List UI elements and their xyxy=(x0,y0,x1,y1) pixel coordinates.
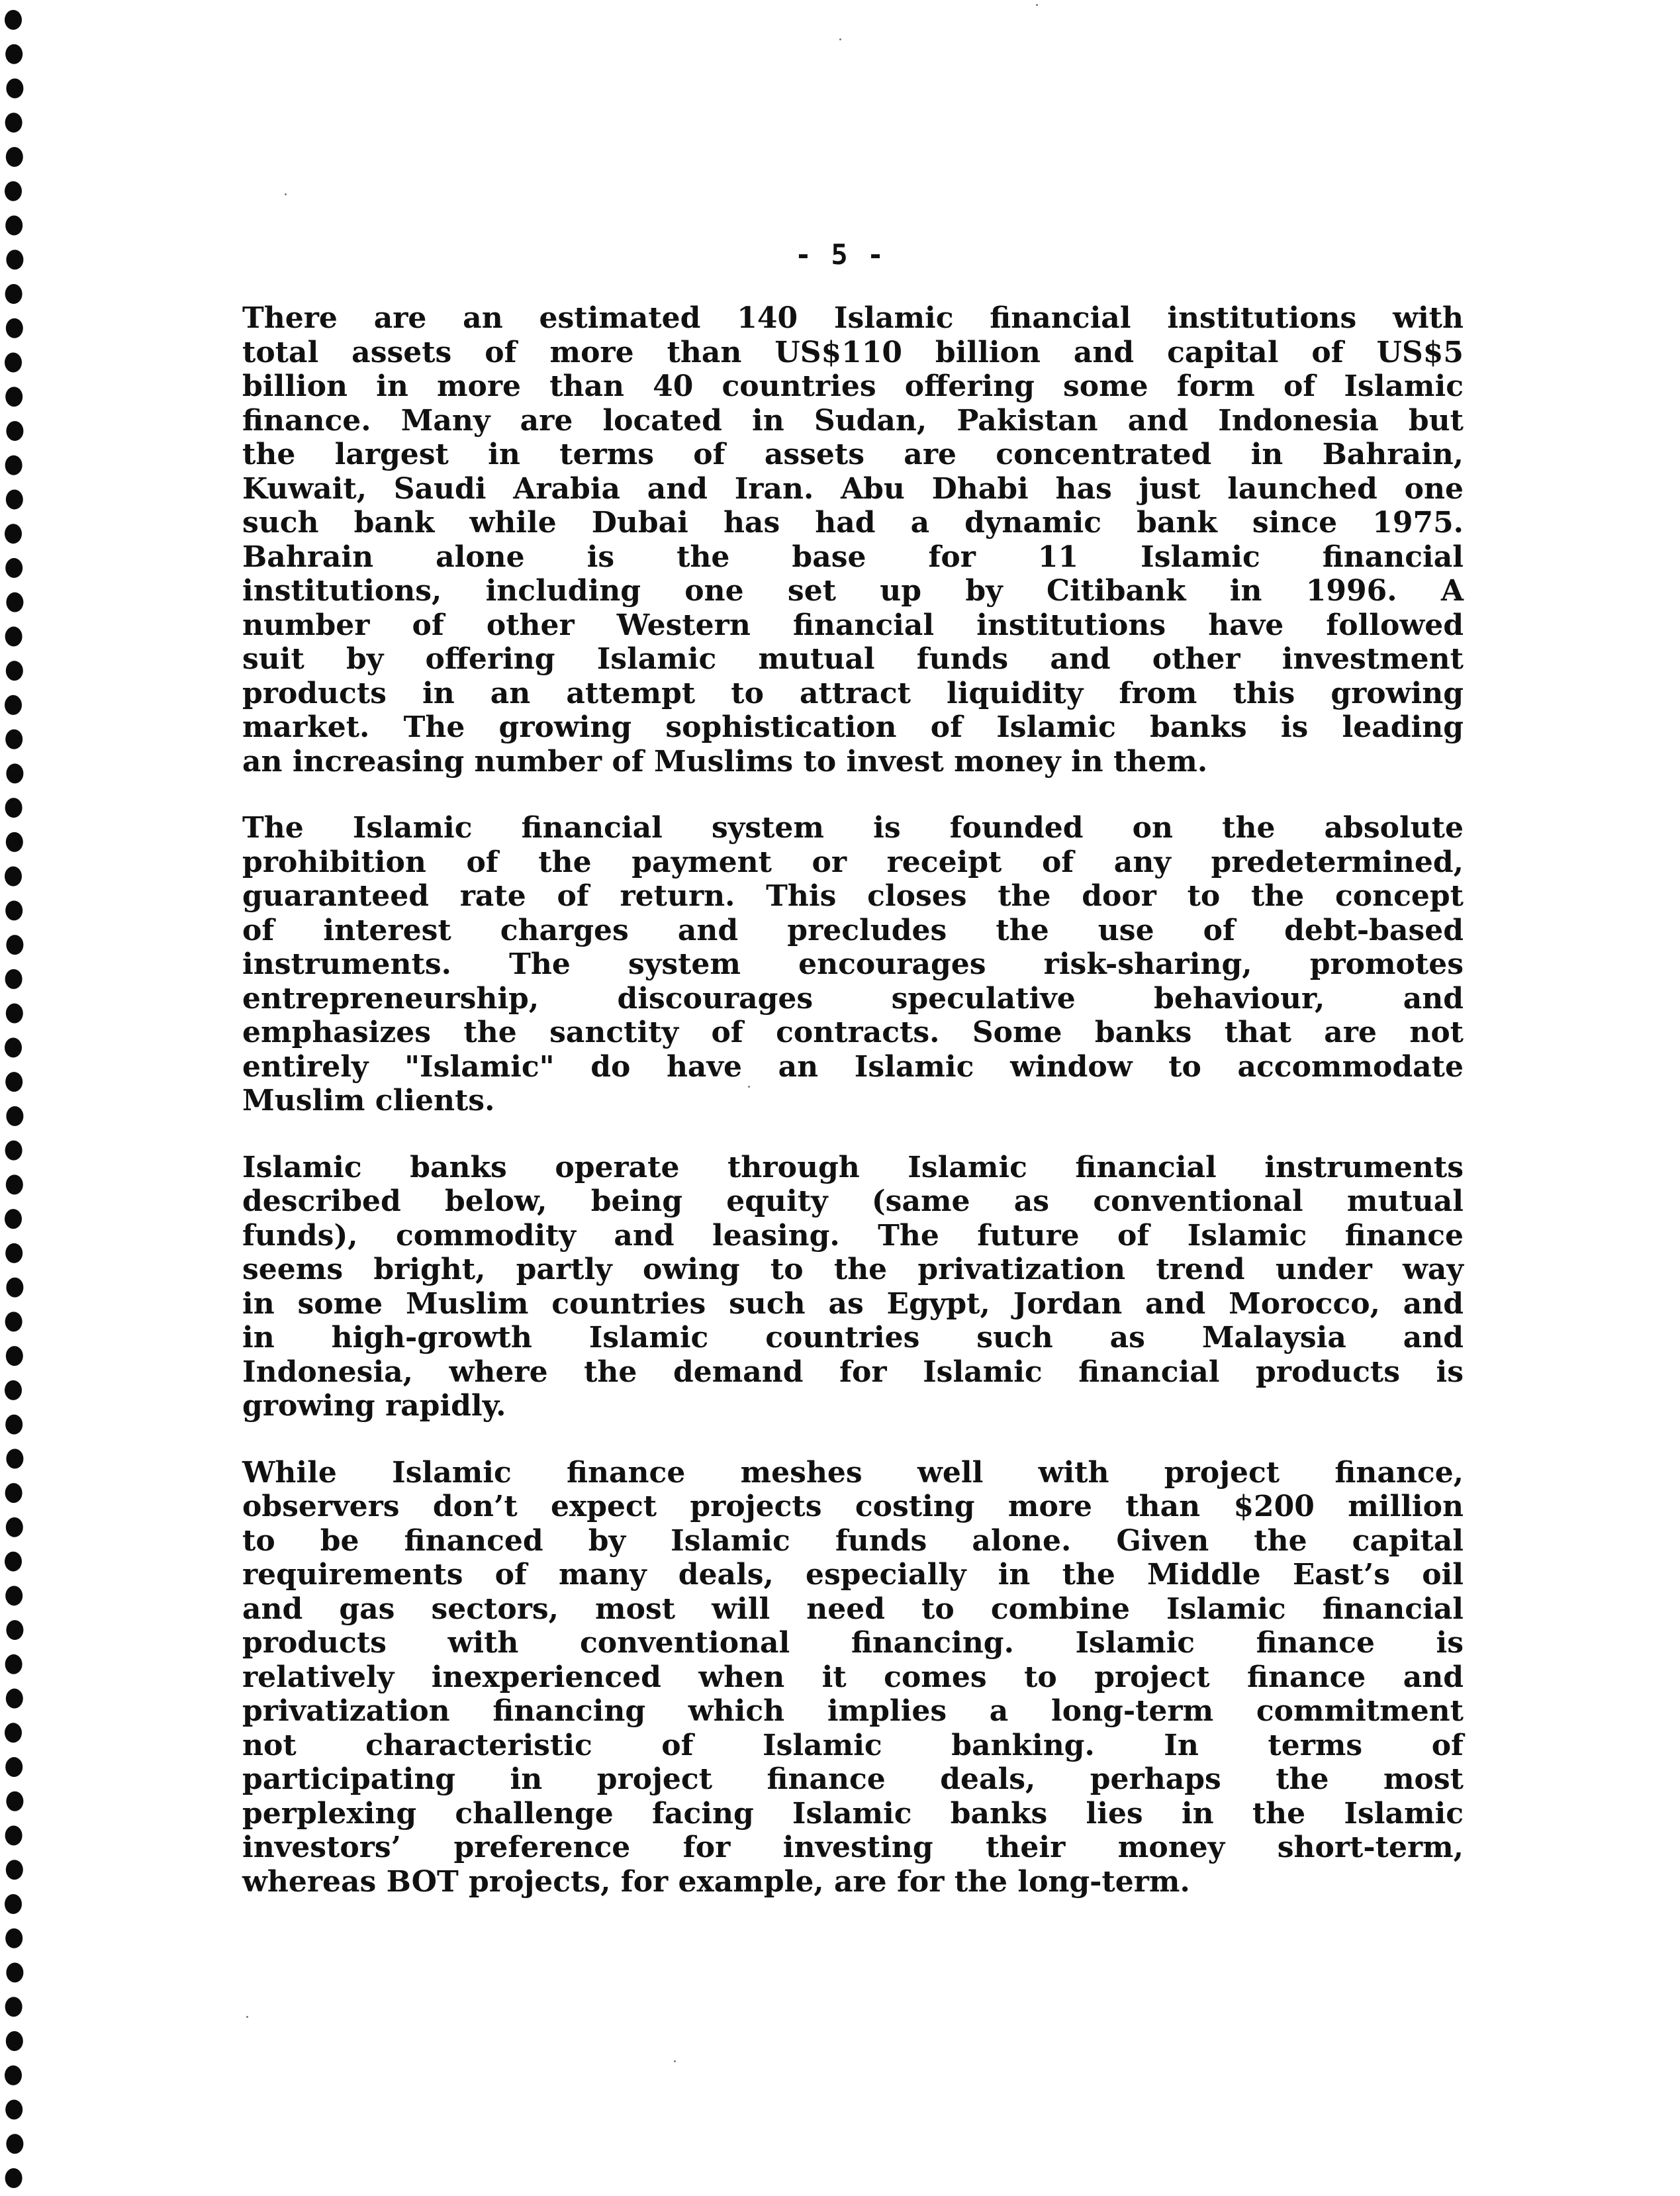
binding-hole xyxy=(5,181,22,201)
text-line: guaranteed rate of return. This closes the door to the concept xyxy=(242,879,1464,913)
binding-hole xyxy=(5,798,23,818)
text-line: Bahrain alone is the base for 11 Islamic financial xyxy=(242,540,1464,574)
binding-hole xyxy=(5,1072,23,1092)
binding-hole xyxy=(5,1380,22,1400)
binding-hole xyxy=(6,593,23,612)
binding-hole xyxy=(5,1997,23,2017)
binding-hole xyxy=(5,1209,22,1229)
binding-hole xyxy=(6,832,23,852)
text-line: emphasizes the sanctity of contracts. Some banks that are not xyxy=(242,1016,1464,1049)
binding-hole xyxy=(6,421,23,441)
text-line: suit by offering Islamic mutual funds and other investment xyxy=(242,642,1464,676)
binding-hole xyxy=(6,1517,23,1537)
text-line: privatization financing which implies a long-term commitment xyxy=(242,1694,1464,1728)
text-line: Islamic banks operate through Islamic financial instruments xyxy=(242,1150,1464,1184)
scan-speck xyxy=(674,2060,676,2062)
scan-speck xyxy=(285,193,287,195)
binding-hole xyxy=(6,1278,23,1298)
text-line: to be financed by Islamic funds alone. Given the capital xyxy=(242,1523,1464,1558)
text-line: instruments. The system encourages risk-sharing, promotes xyxy=(242,947,1464,981)
text-line: investors’ preference for investing their money short-term, xyxy=(242,1831,1464,1864)
binding-hole xyxy=(6,1620,23,1640)
binding-hole xyxy=(6,489,23,509)
text-line: The Islamic financial system is founded on the absolute xyxy=(242,811,1464,845)
text-line: Indonesia, where the demand for Islamic financial products is xyxy=(242,1355,1464,1389)
text-line: of interest charges and precludes the use of debt-based xyxy=(242,913,1464,947)
text-line: relatively inexperienced when it comes to project finance and xyxy=(242,1660,1464,1694)
binding-hole xyxy=(6,1449,23,1468)
binding-hole xyxy=(6,2031,23,2051)
binding-hole xyxy=(6,1346,23,1366)
binding-hole xyxy=(5,900,23,920)
binding-hole xyxy=(5,1723,22,1742)
text-line: products in an attempt to attract liquidity from this growing xyxy=(242,676,1464,710)
binding-hole xyxy=(6,1004,23,1024)
text-line: While Islamic finance meshes well with project finance, xyxy=(242,1455,1464,1490)
binding-hole xyxy=(6,1689,23,1709)
binding-hole xyxy=(5,44,23,64)
binding-hole xyxy=(5,695,22,715)
binding-hole xyxy=(5,284,23,304)
binding-hole xyxy=(5,1586,23,1605)
binding-holes xyxy=(4,0,30,2196)
binding-hole xyxy=(6,935,23,955)
binding-hole xyxy=(6,2134,23,2154)
text-line: perplexing challenge facing Islamic banks lies in the Islamic xyxy=(242,1796,1464,1831)
text-line: Kuwait, Saudi Arabia and Iran. Abu Dhabi has just launched one xyxy=(242,471,1464,506)
binding-hole xyxy=(5,387,23,406)
binding-hole xyxy=(5,1894,22,1914)
binding-hole xyxy=(5,215,23,235)
binding-hole xyxy=(6,661,23,681)
binding-hole xyxy=(5,2100,23,2120)
binding-hole xyxy=(5,2066,22,2085)
text-line: total assets of more than US$110 billion and capital of US$5 xyxy=(242,335,1464,369)
binding-hole xyxy=(5,1826,23,1846)
text-line: observers don’t expect projects costing more than $200 million xyxy=(242,1490,1464,1523)
binding-hole xyxy=(5,1654,23,1674)
paragraph-1 xyxy=(242,301,1464,779)
text-line: billion in more than 40 countries offering some form of Islamic xyxy=(242,369,1464,403)
text-line: entrepreneurship, discourages speculative behaviour, and xyxy=(242,981,1464,1016)
paragraph-3 xyxy=(242,1151,1464,1423)
binding-hole xyxy=(6,763,23,783)
binding-hole xyxy=(5,455,23,475)
text-line: the largest in terms of assets are concentrated in Bahrain, xyxy=(242,438,1464,471)
binding-hole xyxy=(6,1860,23,1880)
binding-hole xyxy=(5,1929,23,1948)
binding-hole xyxy=(5,1415,23,1435)
scan-speck xyxy=(748,1086,750,1088)
text-line: whereas BOT projects, for example, are for the long-term. xyxy=(242,1864,1190,1899)
binding-hole xyxy=(6,147,23,167)
binding-hole xyxy=(5,867,22,886)
binding-hole xyxy=(5,1483,23,1503)
text-line: growing rapidly. xyxy=(242,1389,506,1423)
scan-speck xyxy=(1036,4,1038,6)
text-line: prohibition of the payment or receipt of any predetermined, xyxy=(242,845,1464,879)
binding-hole xyxy=(5,1757,23,1777)
paragraph-4 xyxy=(242,1456,1464,1899)
text-line: funds), commodity and leasing. The future of Islamic finance xyxy=(242,1218,1464,1253)
binding-hole xyxy=(5,626,23,646)
text-line: market. The growing sophistication of Islamic banks is leading xyxy=(242,710,1464,744)
binding-hole xyxy=(5,2168,23,2188)
text-line: entirely "Islamic" do have an Islamic window to accommodate xyxy=(242,1049,1464,1084)
binding-hole xyxy=(5,1141,23,1161)
binding-hole xyxy=(5,969,23,989)
text-line: There are an estimated 140 Islamic financial institutions with xyxy=(242,301,1464,335)
binding-hole xyxy=(5,1243,23,1263)
text-line: in some Muslim countries such as Egypt, Jordan and Morocco, and xyxy=(242,1286,1464,1321)
text-line: not characteristic of Islamic banking. In terms of xyxy=(242,1728,1464,1762)
text-line: finance. Many are located in Sudan, Pakistan and Indonesia but xyxy=(242,403,1464,438)
binding-hole xyxy=(6,1174,23,1194)
document-body xyxy=(242,301,1464,1931)
text-line: seems bright, partly owing to the privatization trend under way xyxy=(242,1253,1464,1286)
binding-hole xyxy=(5,352,22,372)
page-number: - 5 - xyxy=(794,238,886,271)
binding-hole xyxy=(5,113,23,132)
binding-hole xyxy=(6,318,23,338)
binding-hole xyxy=(5,10,22,30)
binding-hole xyxy=(5,524,22,544)
text-line: products with conventional financing. Islamic finance is xyxy=(242,1626,1464,1660)
binding-hole xyxy=(6,1963,23,1983)
binding-hole xyxy=(5,1037,22,1057)
binding-hole xyxy=(5,1312,23,1331)
text-line: number of other Western financial institutions have followed xyxy=(242,608,1464,642)
binding-hole xyxy=(6,1106,23,1126)
text-line: participating in project finance deals, perhaps the most xyxy=(242,1762,1464,1796)
binding-hole xyxy=(6,1791,23,1811)
binding-hole xyxy=(6,78,23,98)
text-line: requirements of many deals, especially in the Middle East’s oil xyxy=(242,1558,1464,1592)
paragraph-2 xyxy=(242,811,1464,1118)
binding-hole xyxy=(5,1552,22,1572)
text-line: institutions, including one set up by Citibank in 1996. A xyxy=(242,574,1464,608)
scan-speck xyxy=(246,2016,248,2018)
binding-hole xyxy=(5,730,23,749)
text-line: described below, being equity (same as conventional mutual xyxy=(242,1184,1464,1218)
text-line: in high-growth Islamic countries such as Malaysia and xyxy=(242,1321,1464,1355)
text-line: Muslim clients. xyxy=(242,1084,495,1118)
text-line: an increasing number of Muslims to invest money in them. xyxy=(242,744,1208,779)
text-line: and gas sectors, most will need to combine Islamic financial xyxy=(242,1592,1464,1626)
binding-hole xyxy=(5,558,23,578)
scan-speck xyxy=(839,38,841,40)
text-line: such bank while Dubai has had a dynamic bank since 1975. xyxy=(242,506,1464,540)
